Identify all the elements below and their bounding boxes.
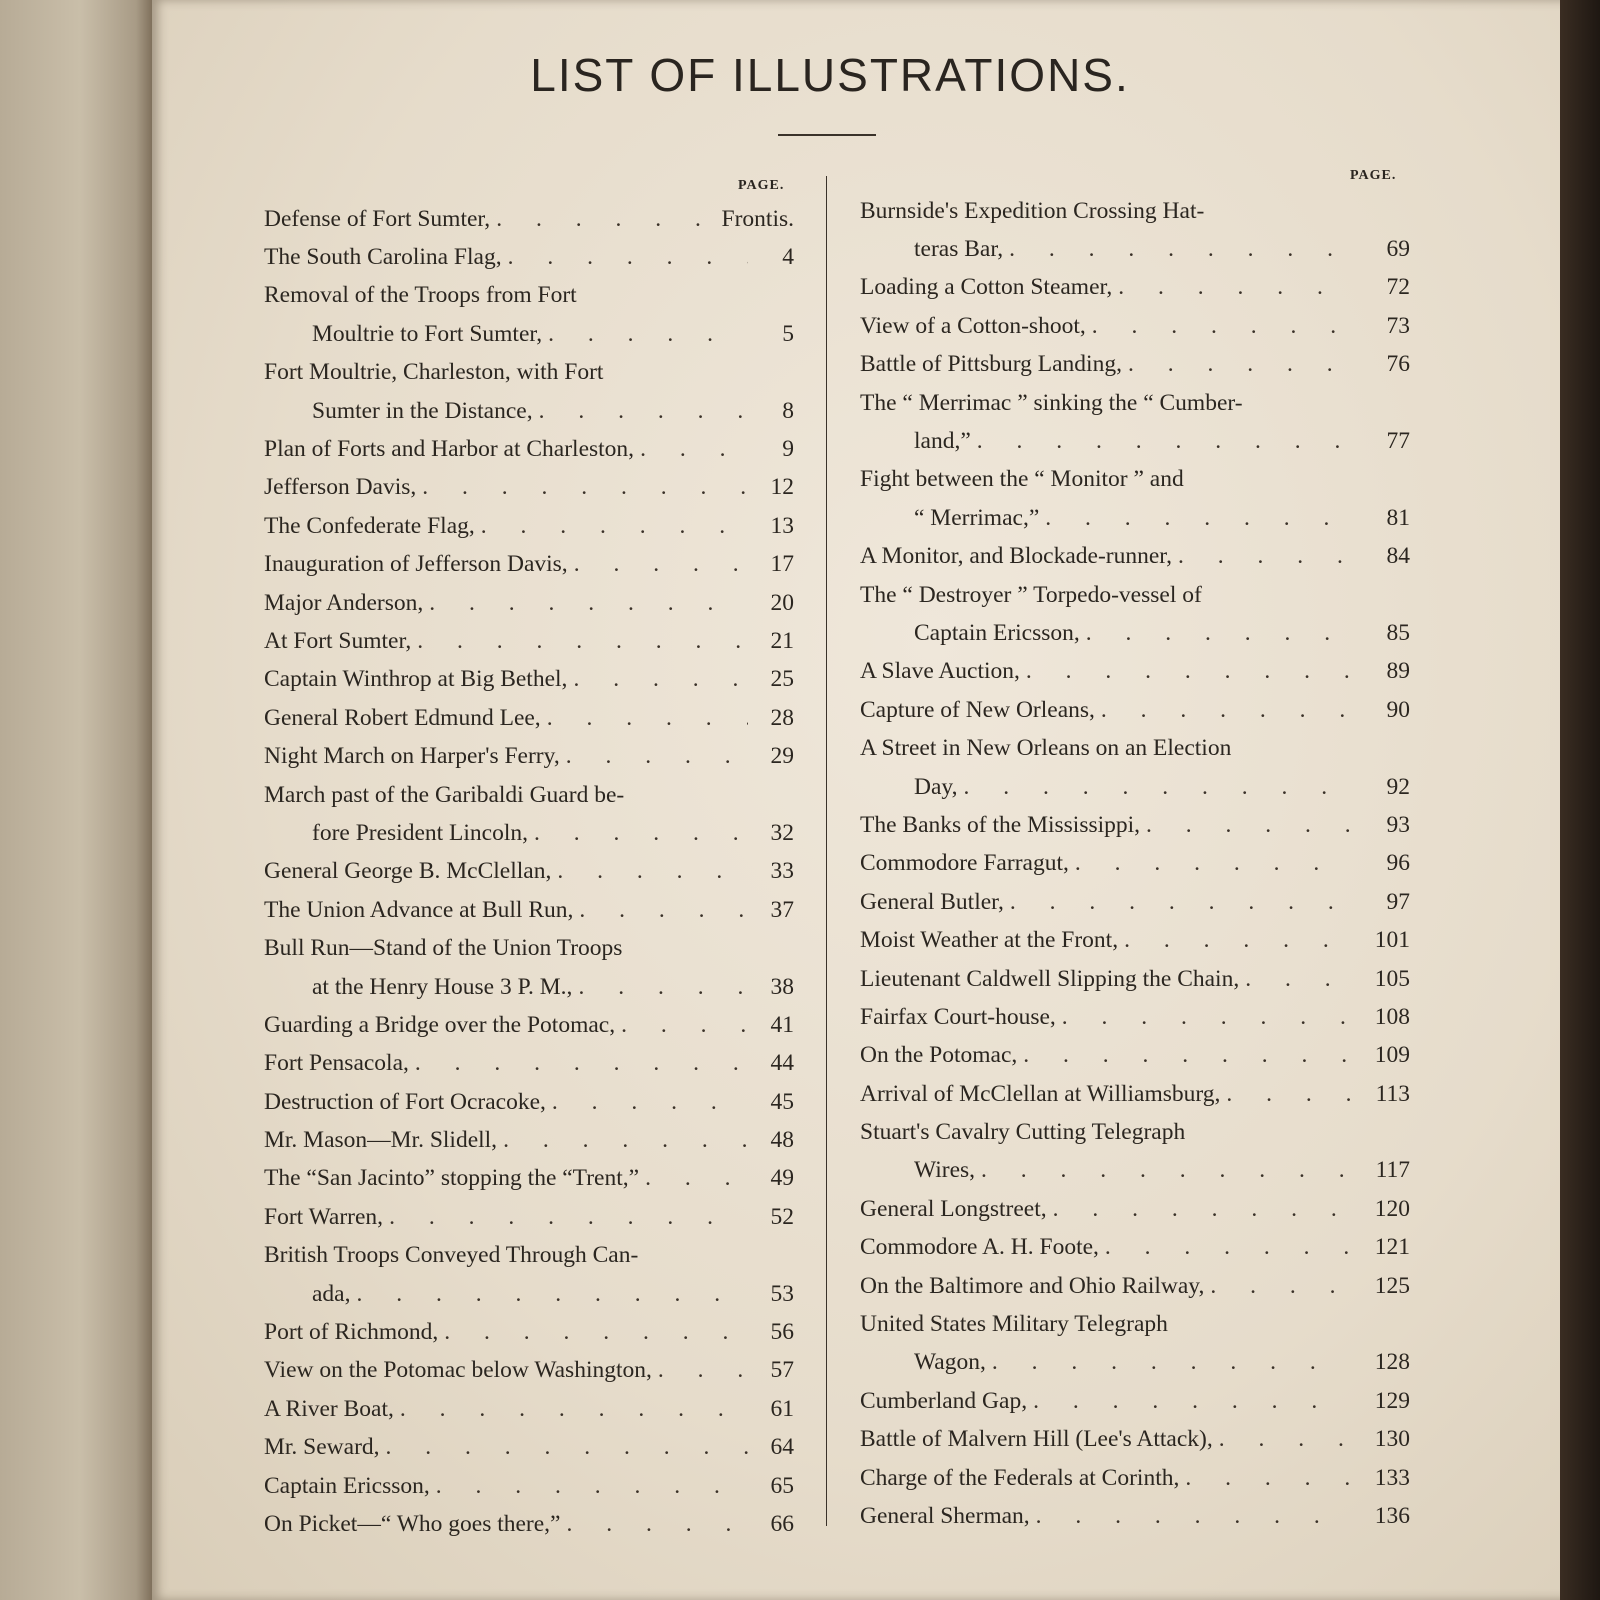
list-item-line [264, 1083, 794, 1121]
list-item-line [264, 1505, 794, 1543]
list-item-line [860, 1152, 1410, 1190]
dot-leader [551, 858, 748, 885]
list-item-line [860, 1229, 1410, 1267]
page-number: 117 [1375, 1157, 1410, 1184]
illustration-title: The Banks of the Mississippi, [860, 811, 1141, 838]
list-item-line [860, 1037, 1410, 1075]
illustration-title: teras Bar, [914, 236, 1004, 263]
dot-leader [572, 974, 748, 1001]
list-item-line [860, 422, 1410, 460]
dot-leader [1172, 543, 1350, 570]
page-number: 64 [770, 1434, 794, 1461]
dot-leader [351, 1281, 749, 1308]
page-number: 65 [770, 1472, 794, 1499]
list-item-line [860, 461, 1410, 499]
page-number: 29 [770, 743, 794, 770]
dot-leader [1112, 274, 1350, 301]
dot-leader [573, 897, 748, 924]
title-rule [778, 134, 876, 136]
illustration-title: Major Anderson, [264, 589, 424, 616]
dot-leader [561, 1511, 749, 1538]
page-number: 93 [1386, 811, 1410, 838]
illustration-title: The Union Advance at Bull Run, [264, 896, 574, 923]
illustration-title: A Monitor, and Blockade-runner, [860, 543, 1173, 570]
illustration-title: A Slave Auction, [860, 658, 1020, 685]
page-number: 109 [1374, 1042, 1410, 1069]
illustration-title: Battle of Malvern Hill (Lee's Attack), [860, 1426, 1213, 1453]
illustration-title: Fairfax Court-house, [860, 1003, 1056, 1030]
page-number: 61 [770, 1395, 794, 1422]
dot-leader [502, 244, 748, 271]
illustration-title: Guarding a Bridge over the Potomac, [264, 1011, 616, 1038]
list-item-line [264, 1275, 794, 1313]
list-item-line [264, 737, 794, 775]
dot-leader [1047, 1196, 1350, 1223]
page-number: 101 [1374, 927, 1410, 954]
dot-leader [411, 628, 748, 655]
list-item-line [860, 845, 1410, 883]
list-item-line [860, 1382, 1410, 1420]
illustration-title: General Sherman, [860, 1502, 1030, 1529]
list-item-line [264, 315, 794, 353]
illustration-title: View on the Potomac below Washington, [264, 1357, 652, 1384]
list-item-line [860, 499, 1410, 537]
list-item-line [264, 584, 794, 622]
list-item-line [264, 238, 794, 276]
dot-leader [383, 1204, 748, 1231]
illustration-title: Captain Winthrop at Big Bethel, [264, 666, 568, 693]
illustration-title: Captain Ericsson, [264, 1472, 430, 1499]
list-item-line [860, 192, 1410, 230]
illustration-title: Capture of New Orleans, [860, 696, 1095, 723]
dot-leader [1239, 966, 1350, 993]
page-number: 66 [770, 1510, 794, 1537]
page-number: 13 [770, 512, 794, 539]
illustration-title: Bull Run—Stand of the Union Troops [264, 935, 623, 962]
page-number: 121 [1374, 1234, 1410, 1261]
list-item-line [264, 1045, 794, 1083]
illustration-title: Port of Richmond, [264, 1319, 439, 1346]
dot-leader [568, 551, 748, 578]
dot-leader [560, 743, 748, 770]
dot-leader [1027, 1388, 1350, 1415]
dot-leader [652, 1357, 748, 1384]
column-divider [826, 176, 827, 1526]
dot-leader [1003, 236, 1350, 263]
illustration-title: Wires, [914, 1157, 976, 1184]
dot-leader [975, 1157, 1350, 1184]
list-item-line [860, 960, 1410, 998]
dot-leader [1017, 1042, 1350, 1069]
illustration-title: General George B. McClellan, [264, 858, 552, 885]
dot-leader [1213, 1426, 1350, 1453]
illustration-title: The South Carolina Flag, [264, 244, 502, 271]
list-item-line [860, 691, 1410, 729]
dot-leader [528, 820, 748, 847]
dot-leader [542, 321, 748, 348]
page-number: 120 [1374, 1195, 1410, 1222]
illustration-title: fore President Lincoln, [312, 819, 529, 846]
illustration-title: Moist Weather at the Front, [860, 927, 1119, 954]
dot-leader [1030, 1503, 1350, 1530]
list-item-line [860, 1113, 1410, 1151]
page-number: 4 [782, 244, 794, 271]
dot-leader [546, 1089, 748, 1116]
list-item-line [264, 891, 794, 929]
page-number: 76 [1386, 351, 1410, 378]
page-number: 77 [1386, 428, 1410, 455]
page-number: 128 [1374, 1349, 1410, 1376]
illustration-title: On the Potomac, [860, 1042, 1018, 1069]
page-number: 97 [1386, 888, 1410, 915]
list-item-line [860, 384, 1410, 422]
page-number: 129 [1374, 1387, 1410, 1414]
dot-leader [533, 398, 748, 425]
page-number: 45 [770, 1088, 794, 1115]
illustration-title: Cumberland Gap, [860, 1387, 1028, 1414]
list-item-line [264, 1390, 794, 1428]
illustration-title: Commodore Farragut, [860, 850, 1069, 877]
list-item-line [860, 998, 1410, 1036]
list-item-line [264, 776, 794, 814]
page-number: 28 [770, 704, 794, 731]
page-number: 32 [770, 819, 794, 846]
page-number: 105 [1374, 965, 1410, 992]
dot-leader [409, 1050, 748, 1077]
dot-leader [1179, 1465, 1350, 1492]
illustration-title: The “San Jacinto” stopping the “Trent,” [264, 1165, 640, 1192]
page-number: 49 [770, 1165, 794, 1192]
page-number: 73 [1386, 312, 1410, 339]
list-item-line [264, 622, 794, 660]
illustration-title: Destruction of Fort Ocracoke, [264, 1088, 546, 1115]
list-item-line [860, 921, 1410, 959]
illustration-title: Lieutenant Caldwell Slipping the Chain, [860, 965, 1240, 992]
list-item-line [860, 576, 1410, 614]
dot-leader [438, 1319, 748, 1346]
list-item-line [860, 269, 1410, 307]
page-column-header-left: PAGE. [738, 178, 785, 193]
page-number: 17 [770, 551, 794, 578]
list-item-line [860, 653, 1410, 691]
page-number: Frontis. [721, 205, 794, 232]
list-item-line [860, 1190, 1410, 1228]
page-number: 72 [1386, 274, 1410, 301]
dot-leader [1069, 850, 1350, 877]
list-item-line [264, 392, 794, 430]
illustration-title: General Butler, [860, 888, 1004, 915]
dot-leader [1204, 1273, 1350, 1300]
dot-leader [639, 1165, 748, 1192]
illustration-title: At Fort Sumter, [264, 627, 412, 654]
illustration-title: Commodore A. H. Foote, [860, 1234, 1099, 1261]
illustration-title: The “ Merrimac ” sinking the “ Cumber- [860, 389, 1243, 416]
illustration-title: Charge of the Federals at Corinth, [860, 1464, 1180, 1491]
page-number: 8 [782, 397, 794, 424]
illustration-title: The “ Destroyer ” Torpedo-vessel of [860, 581, 1202, 608]
dot-leader [1039, 505, 1350, 532]
list-item-line [860, 346, 1410, 384]
page-number: 96 [1386, 850, 1410, 877]
page-number: 21 [770, 627, 794, 654]
page-number: 133 [1374, 1464, 1410, 1491]
dot-leader [1099, 1234, 1350, 1261]
list-item-line [264, 968, 794, 1006]
illustration-title: March past of the Garibaldi Guard be- [264, 781, 625, 808]
illustration-title: On Picket—“ Who goes there,” [264, 1510, 561, 1537]
page-title: LIST OF ILLUSTRATIONS. [530, 49, 1130, 101]
illustration-title: Sumter in the Distance, [312, 397, 533, 424]
page-number: 20 [770, 589, 794, 616]
dot-leader [416, 474, 748, 501]
list-item-line [264, 699, 794, 737]
illustration-title: The Confederate Flag, [264, 512, 475, 539]
illustration-title: Plan of Forts and Harbor at Charleston, [264, 436, 635, 463]
list-item-line [264, 853, 794, 891]
list-item-line [860, 307, 1410, 345]
page-number: 38 [770, 973, 794, 1000]
list-item-line [264, 1352, 794, 1390]
page-number: 44 [770, 1050, 794, 1077]
illustration-title: Fort Moultrie, Charleston, with Fort [264, 359, 604, 386]
dot-leader [1020, 658, 1350, 685]
dot-leader [423, 590, 748, 617]
dot-leader [475, 513, 748, 540]
page-number: 56 [770, 1319, 794, 1346]
page-number: 53 [770, 1280, 794, 1307]
dot-leader [615, 1012, 748, 1039]
illustration-title: Defense of Fort Sumter, [264, 205, 491, 232]
dot-leader [380, 1434, 748, 1461]
illustration-title: land,” [914, 428, 971, 455]
list-item-line [264, 200, 794, 238]
page-number: 85 [1386, 619, 1410, 646]
list-item-line [264, 814, 794, 852]
illustration-title: Captain Ericsson, [914, 619, 1080, 646]
dot-leader [971, 428, 1350, 455]
page-number: 25 [770, 666, 794, 693]
page-number: 130 [1374, 1426, 1410, 1453]
illustrations-list-right [860, 192, 1410, 1536]
illustration-title: Fight between the “ Monitor ” and [860, 466, 1184, 493]
dot-leader [490, 206, 721, 233]
page-shadow [1560, 0, 1600, 1600]
dot-leader [1086, 313, 1350, 340]
illustration-title: General Longstreet, [860, 1195, 1047, 1222]
dot-leader [1056, 1004, 1350, 1031]
list-item-line [264, 661, 794, 699]
page-number: 125 [1374, 1272, 1410, 1299]
list-item-line [860, 538, 1410, 576]
list-item-line [264, 1160, 794, 1198]
dot-leader [567, 666, 748, 693]
list-item-line [860, 806, 1410, 844]
list-item-line [264, 1313, 794, 1351]
page-number: 89 [1386, 658, 1410, 685]
illustration-title: Burnside's Expedition Crossing Hat- [860, 197, 1205, 224]
dot-leader [986, 1349, 1350, 1376]
page-number: 5 [782, 320, 794, 347]
list-item-line [264, 430, 794, 468]
illustration-title: General Robert Edmund Lee, [264, 704, 541, 731]
illustration-title: Moultrie to Fort Sumter, [312, 320, 543, 347]
illustration-title: Night March on Harper's Ferry, [264, 743, 560, 770]
illustration-title: British Troops Conveyed Through Can- [264, 1242, 639, 1269]
illustration-title: Stuart's Cavalry Cutting Telegraph [860, 1119, 1186, 1146]
page-number: 48 [770, 1127, 794, 1154]
illustration-title: Loading a Cotton Steamer, [860, 274, 1113, 301]
page-number: 81 [1386, 504, 1410, 531]
page-number: 12 [770, 474, 794, 501]
list-item-line [264, 1237, 794, 1275]
list-item-line [264, 507, 794, 545]
illustration-title: A River Boat, [264, 1395, 394, 1422]
page-number: 52 [770, 1203, 794, 1230]
page-number: 108 [1374, 1003, 1410, 1030]
illustration-title: ada, [312, 1280, 351, 1307]
list-item-line [264, 277, 794, 315]
list-item-line [860, 883, 1410, 921]
illustration-title: Mr. Seward, [264, 1434, 380, 1461]
dot-leader [958, 774, 1350, 801]
page-column-header-right: PAGE. [1350, 168, 1397, 183]
list-item-line [264, 354, 794, 392]
list-item-line [264, 1121, 794, 1159]
page-number: 33 [770, 858, 794, 885]
dot-leader [394, 1396, 748, 1423]
list-item-line [860, 729, 1410, 767]
list-item-line [860, 1305, 1410, 1343]
list-item-line [264, 469, 794, 507]
illustration-title: United States Military Telegraph [860, 1311, 1168, 1338]
dot-leader [541, 705, 748, 732]
page-number: 84 [1386, 543, 1410, 570]
dot-leader [1095, 697, 1350, 724]
page-number: 136 [1374, 1502, 1410, 1529]
page-number: 9 [782, 436, 794, 463]
illustration-title: Arrival of McClellan at Williamsburg, [860, 1080, 1221, 1107]
page-number: 90 [1386, 696, 1410, 723]
dot-leader [1122, 351, 1350, 378]
illustration-title: Inauguration of Jefferson Davis, [264, 551, 568, 578]
dot-leader [1080, 620, 1350, 647]
dot-leader [1220, 1081, 1350, 1108]
facing-page-edge [0, 0, 160, 1600]
page-number: 69 [1386, 236, 1410, 263]
list-item-line [264, 929, 794, 967]
dot-leader [634, 436, 748, 463]
list-item-line [860, 230, 1410, 268]
dot-leader [497, 1127, 748, 1154]
illustration-title: Fort Pensacola, [264, 1050, 409, 1077]
illustration-title: On the Baltimore and Ohio Railway, [860, 1272, 1205, 1299]
list-item-line [264, 546, 794, 584]
illustration-title: Removal of the Troops from Fort [264, 282, 577, 309]
illustration-title: Day, [914, 773, 958, 800]
illustration-title: Battle of Pittsburg Landing, [860, 351, 1122, 378]
page-number: 57 [770, 1357, 794, 1384]
list-item-line [860, 768, 1410, 806]
illustration-title: Fort Warren, [264, 1203, 384, 1230]
list-item-line [264, 1006, 794, 1044]
dot-leader [430, 1473, 748, 1500]
list-item-line [860, 1075, 1410, 1113]
list-item-line [860, 1459, 1410, 1497]
page-number: 92 [1386, 773, 1410, 800]
illustration-title: at the Henry House 3 P. M., [312, 973, 573, 1000]
illustrations-list-left [264, 200, 794, 1544]
illustration-title: A Street in New Orleans on an Election [860, 735, 1232, 762]
illustration-title: Jefferson Davis, [264, 474, 417, 501]
list-item-line [860, 1267, 1410, 1305]
page-number: 113 [1375, 1080, 1410, 1107]
illustration-title: Mr. Mason—Mr. Slidell, [264, 1127, 498, 1154]
list-item-line [264, 1198, 794, 1236]
list-item-line [264, 1467, 794, 1505]
dot-leader [1140, 812, 1350, 839]
page-number: 41 [770, 1011, 794, 1038]
list-item-line [264, 1429, 794, 1467]
list-item-line [860, 1421, 1410, 1459]
dot-leader [1004, 889, 1350, 916]
illustration-title: “ Merrimac,” [914, 504, 1040, 531]
dot-leader [1118, 927, 1350, 954]
list-item-line [860, 614, 1410, 652]
page-number: 37 [770, 896, 794, 923]
illustration-title: View of a Cotton-shoot, [860, 312, 1086, 339]
illustration-title: Wagon, [914, 1349, 986, 1376]
list-item-line [860, 1497, 1410, 1535]
list-item-line [860, 1344, 1410, 1382]
